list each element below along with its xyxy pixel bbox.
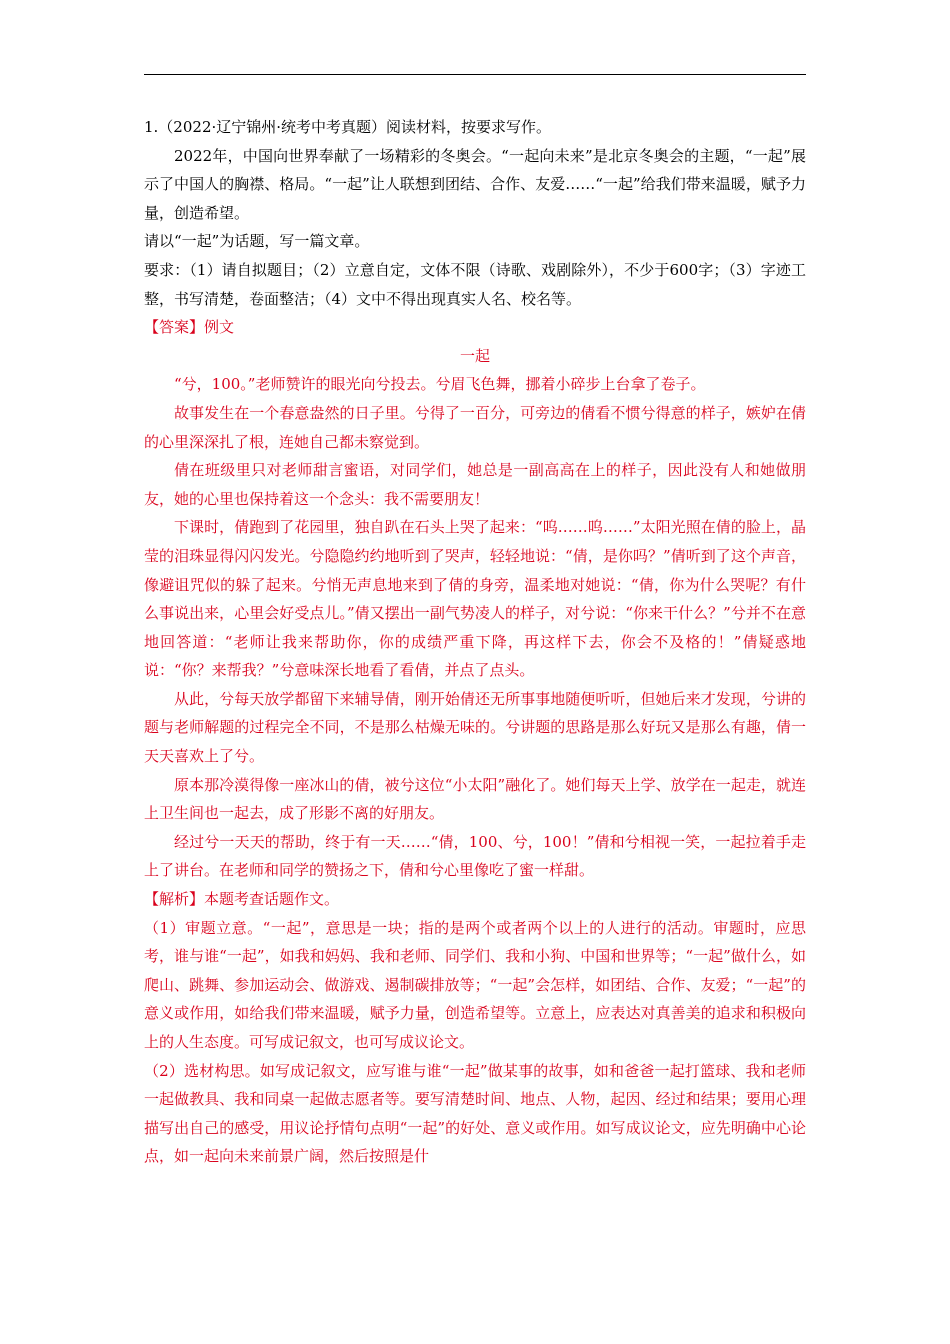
document-body [144, 113, 806, 1171]
analysis-intro: 本题考查话题作文。 [204, 890, 340, 909]
essay-paragraph: 下课时，倩跑到了花园里，独自趴在石头上哭了起来：“呜……呜……”太阳光照在倩的脸上，晶莹的泪珠显得闪闪发光。兮隐隐约约地听到了哭声，轻轻地说：“倩，是你吗？”倩听到了这个声音，像避诅咒似的躲了起来。兮悄无声息地来到了倩的身旁，温柔地对她说：“倩，你为什么哭呢？有什么事说出来，心里会好受点儿。”倩又摆出一副气势凌人的样子，对兮说：“你来干什么？”兮并不在意地回答道：“老师让我来帮助你，你的成绩严重下降，再这样下去，你会不及格的！”倩疑惑地说：“你？来帮我？”兮意味深长地看了看倩，并点了点头。 [144, 518, 806, 680]
header-rule [144, 74, 806, 75]
analysis-paragraph: （1）审题立意。“一起”，意思是一块；指的是两个或者两个以上的人进行的活动。审题时，应思考，谁与谁“一起”，如我和妈妈、我和老师、同学们、我和小狗、中国和世界等；“一起”做什么，如爬山、跳舞、参加运动会、做游戏、遏制碳排放等；“一起”会怎样，如团结、合作、友爱；“一起”的意义或作用，如给我们带来温暖，赋予力量，创造希望等。立意上，应表达对真善美的追求和积极向上的人生态度。可写成记叙文，也可写成议论文。 [144, 918, 806, 1051]
question-prompt: 请以“一起”为话题，写一篇文章。 [144, 232, 370, 251]
essay-paragraph: “兮，100。”老师赞许的眼光向兮投去。兮眉飞色舞，挪着小碎步上台拿了卷子。 [174, 375, 706, 394]
essay-paragraph: 经过兮一天天的帮助，终于有一天……“倩，100、兮，100！”倩和兮相视一笑，一起拉着手走上了讲台。在老师和同学的赞扬之下，倩和兮心里像吃了蜜一样甜。 [144, 832, 806, 880]
essay-title: 一起 [459, 346, 490, 365]
essay-paragraph: 倩在班级里只对老师甜言蜜语，对同学们，她总是一副高高在上的样子，因此没有人和她做朋友，她的心里也保持着这一个念头：我不需要朋友！ [144, 461, 806, 508]
question-material: 2022年，中国向世界奉献了一场精彩的冬奥会。“一起向未来”是北京冬奥会的主题，“一起”展示了中国人的胸襟、格局。“一起”让人联想到团结、合作、友爱……“一起”给我们带来温暖，赋予力量，创造希望。 [144, 146, 806, 222]
analysis-paragraph: （2）选材构思。如写成记叙文，应写谁与谁“一起”做某事的故事，如和爸爸一起打篮球、我和老师一起做教具、我和同桌一起做志愿者等。要写清楚时间、地点、人物，起因、经过和结果；要用心理描写出自己的感受，用议论抒情句点明“一起”的好处、意义或作用。如写成议论文，应先明确中心论点，如一起向未来前景广阔，然后按照是什 [144, 1061, 806, 1166]
question-requirements: 要求：（1）请自拟题目；（2）立意自定，文体不限（诗歌、戏剧除外），不少于600字；（3）字迹工整，书写清楚，卷面整洁；（4）文中不得出现真实人名、校名等。 [144, 260, 806, 308]
essay-paragraph: 原本那冷漠得像一座冰山的倩，被兮这位“小太阳”融化了。她们每天上学、放学在一起走，就连上卫生间也一起去，成了形影不离的好朋友。 [144, 775, 806, 823]
question-header: 1.（2022·辽宁锦州·统考中考真题）阅读材料，按要求写作。 [144, 118, 552, 136]
answer-tag: 【答案】 [144, 318, 205, 337]
analysis-tag: 【解析】 [144, 890, 205, 909]
analysis-heading [144, 885, 806, 914]
essay-paragraph: 从此，兮每天放学都留下来辅导倩，刚开始倩还无所事事地随便听听，但她后来才发现，兮讲的题与老师解题的过程完全不同，不是那么枯燥无味的。兮讲题的思路是那么好玩又是那么有趣，倩一天天喜欢上了兮。 [144, 689, 806, 766]
answer-heading [144, 313, 806, 342]
answer-tag-suffix: 例文 [204, 318, 235, 337]
essay-paragraph: 故事发生在一个春意盎然的日子里。兮得了一百分，可旁边的倩看不惯兮得意的样子，嫉妒在倩的心里深深扎了根，连她自己都未察觉到。 [144, 403, 806, 451]
